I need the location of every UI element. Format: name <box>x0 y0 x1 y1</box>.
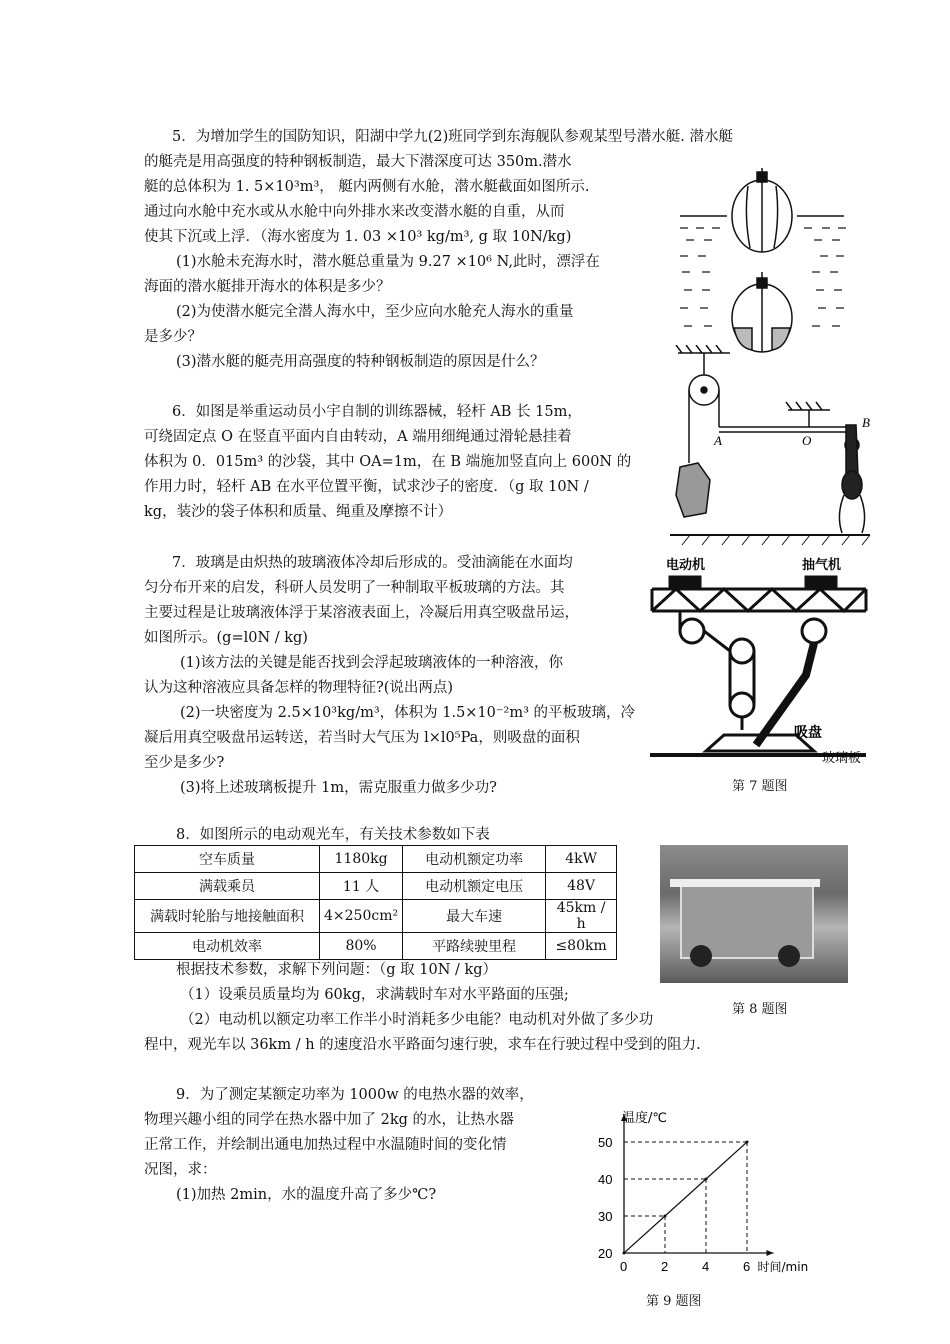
table-cell: 4kW <box>546 846 617 873</box>
spec-table <box>134 845 617 960</box>
series-line <box>624 1142 747 1253</box>
table-row <box>135 846 617 873</box>
q5-line: 艇的总体积为 1. 5×10³m³， 艇内两侧有水舱，潜水艇截面如图所示. <box>144 179 590 195</box>
y-tick-label: 30 <box>598 1209 613 1224</box>
y-tick-label: 40 <box>598 1172 613 1187</box>
q7-line: (2)一块密度为 2.5×10³kg/m³，体积为 1.5×10⁻²m³ 的平板玻璃，冷 <box>180 705 636 721</box>
temperature-chart <box>590 1100 830 1290</box>
q5-line: (1)水舱未充海水时，潜水艇总重量为 9.27 ×10⁶ N,此时，漂浮在 <box>176 254 600 270</box>
q7-line: 匀分布开来的启发，科研人员发明了一种制取平板玻璃的方法。其 <box>144 580 565 596</box>
table-cell: ≤80km <box>546 933 617 960</box>
label-o: O <box>802 433 812 448</box>
q6-line: 可绕固定点 O 在竖直平面内自由转动，A 端用细绳通过滑轮悬挂着 <box>144 429 572 445</box>
q5-line: (2)为使潜水艇完全潜人海水中，至少应向水舱充人海水的重量 <box>176 304 574 320</box>
table-cell: 最大车速 <box>403 900 546 933</box>
q8-intro: 8．如图所示的电动观光车，有关技术参数如下表 <box>176 827 490 843</box>
table-cell: 空车质量 <box>135 846 320 873</box>
q6-line: 作用力时，轻杆 AB 在水平位置平衡，试求沙子的密度．（g 取 10N / <box>144 479 589 495</box>
submarine-figure <box>672 168 852 353</box>
x-tick-label: 0 <box>620 1259 628 1274</box>
x-axis-arrow <box>767 1250 774 1256</box>
table-cell: 电动机效率 <box>135 933 320 960</box>
table-cell: 80% <box>320 933 403 960</box>
table-cell: 满载时轮胎与地接触面积 <box>135 900 320 933</box>
table-cell: 45km / h <box>546 900 617 933</box>
q7-line: 如图所示。(g=l0N / kg) <box>144 630 308 646</box>
q7-line: (3)将上述玻璃板提升 1m，需克服重力做多少功? <box>180 780 497 796</box>
q9-line: 正常工作，并绘制出通电加热过程中水温随时间的变化情 <box>144 1137 507 1153</box>
table-cell: 电动机额定电压 <box>403 873 546 900</box>
table-row <box>135 933 617 960</box>
q7-line: 至少是多少? <box>144 755 225 771</box>
q5-line: 的艇壳是用高强度的特种钢板制造，最大下潜深度可达 350m.潜水 <box>144 154 572 170</box>
q8-line: 程中，观光车以 36km / h 的速度沿水平路面匀速行驶，求车在行驶过程中受到的阻力. <box>144 1037 701 1053</box>
data-point <box>664 1215 667 1218</box>
data-point <box>623 1252 626 1255</box>
table-cell: 11 人 <box>320 873 403 900</box>
label-cup: 吸盘 <box>794 725 822 741</box>
figure-caption: 第 8 题图 <box>732 1002 788 1017</box>
y-tick-label: 20 <box>598 1246 613 1261</box>
crane-figure <box>646 555 876 770</box>
label-a: A <box>714 433 722 448</box>
q5-line: 海面的潜水艇排开海水的体积是多少？ <box>144 279 391 295</box>
q9-line: 9．为了测定某额定功率为 1000w 的电热水器的效率， <box>176 1087 534 1103</box>
lever-figure <box>670 345 880 550</box>
x-axis-label: 时间/min <box>757 1260 809 1274</box>
q5-line: 使其下沉或上浮．（海水密度为 1. 03 ×10³ kg/m³, g 取 10N/kg) <box>144 229 572 245</box>
table-cell: 满载乘员 <box>135 873 320 900</box>
q7-line: 认为这种溶液应具备怎样的物理特征?(说出两点) <box>144 680 454 696</box>
table-cell: 48V <box>546 873 617 900</box>
q7-line: 凝后用真空吸盘吊运转送，若当时大气压为 l×l0⁵Pa，则吸盘的面积 <box>144 730 580 746</box>
q9-line: 况图，求： <box>144 1162 217 1178</box>
y-tick-label: 50 <box>598 1135 613 1150</box>
x-tick-label: 2 <box>661 1259 669 1274</box>
q6-line: 体积为 0．015m³ 的沙袋，其中 OA=1m，在 B 端施加竖直向上 600N 的 <box>144 454 632 470</box>
q5-line: (3)潜水艇的艇壳用高强度的特种钢板制造的原因是什么？ <box>176 354 545 370</box>
q8-line: 根据技术参数，求解下列问题：（g 取 10N / kg） <box>176 962 498 978</box>
table-cell: 电动机额定功率 <box>403 846 546 873</box>
table-cell: 平路续驶里程 <box>403 933 546 960</box>
figure-caption: 第 9 题图 <box>646 1294 702 1309</box>
figure-caption: 第 7 题图 <box>732 779 788 794</box>
q7-line: (1)该方法的关键是能否找到会浮起玻璃液体的一种溶液，你 <box>180 655 564 671</box>
data-point <box>705 1178 708 1181</box>
q7-line: 7．玻璃是由炽热的玻璃液体冷却后形成的。受油滴能在水面均 <box>172 555 573 571</box>
table-row <box>135 900 617 933</box>
data-point <box>746 1141 749 1144</box>
photo <box>660 845 848 983</box>
label-glass: 玻璃板 <box>822 751 862 766</box>
q5-line: 是多少？ <box>144 329 202 345</box>
table-cell: 4×250cm² <box>320 900 403 933</box>
q6-line: kg，装沙的袋子体积和质量、绳重及摩擦不计） <box>144 504 453 520</box>
label-motor: 电动机 <box>666 558 706 573</box>
x-tick-label: 4 <box>702 1259 710 1274</box>
q5-line: 5．为增加学生的国防知识，阳湖中学九(2)班同学到东海舰队参观某型号潜水艇. 潜水艇 <box>172 129 733 145</box>
label-pump: 抽气机 <box>802 558 842 573</box>
q7-line: 主要过程是让玻璃液体浮于某溶液表面上，冷凝后用真空吸盘吊运， <box>144 605 579 621</box>
q6-line: 6．如图是举重运动员小宇自制的训练器械，轻杆 AB 长 15m， <box>172 404 582 420</box>
q9-line: (1)加热 2min，水的温度升高了多少℃? <box>176 1187 437 1203</box>
q5-line: 通过向水舱中充水或从水舱中向外排水来改变潜水艇的自重，从而 <box>144 204 565 220</box>
q9-line: 物理兴趣小组的同学在热水器中加了 2kg 的水，让热水器 <box>144 1112 515 1128</box>
q8-line: （2）电动机以额定功率工作半小时消耗多少电能？电动机对外做了多少功 <box>180 1012 654 1028</box>
y-axis-label: 温度/℃ <box>622 1111 667 1126</box>
x-tick-label: 6 <box>743 1259 751 1274</box>
table-row <box>135 873 617 900</box>
q8-line: （1）设乘员质量均为 60kg，求满载时车对水平路面的压强; <box>180 987 569 1003</box>
label-b: B <box>862 415 870 430</box>
table-cell: 1180kg <box>320 846 403 873</box>
